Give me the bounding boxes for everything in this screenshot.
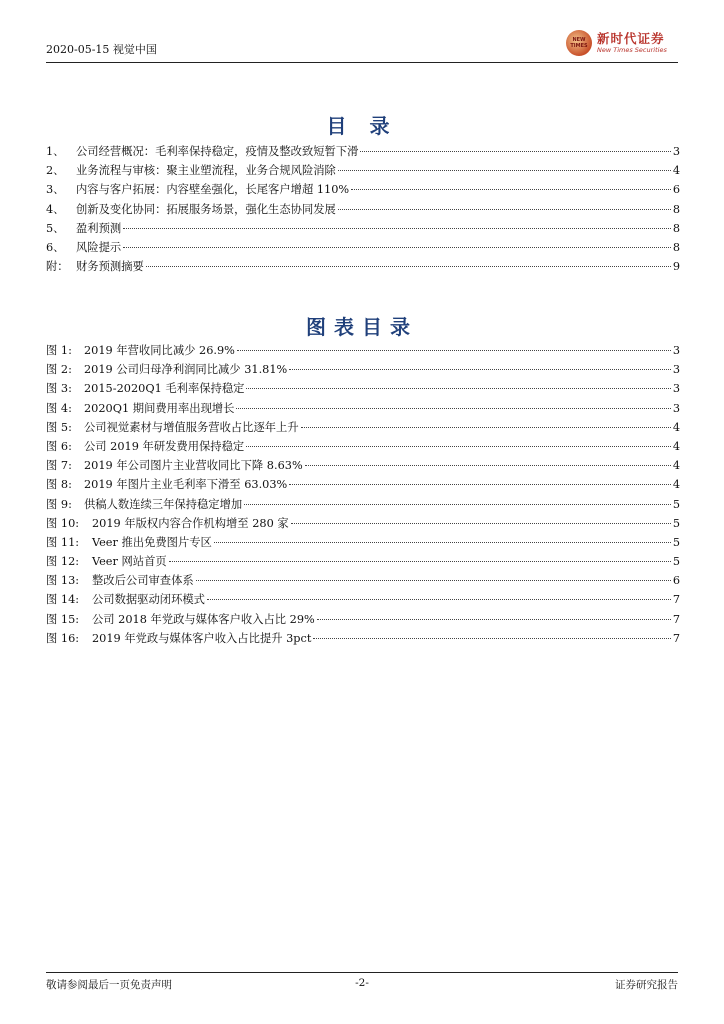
figure-entry[interactable] (46, 515, 680, 534)
figure-number: 图 1: (46, 344, 72, 357)
figure-page-number: 4 (672, 478, 680, 492)
figure-entry[interactable] (46, 476, 680, 495)
dot-leader (196, 580, 671, 581)
figure-page-number: 7 (672, 593, 680, 607)
toc-list (46, 143, 680, 277)
figure-label: 2015-2020Q1 毛利率保持稳定 (84, 382, 245, 396)
figure-label: Veer 网站首页 (92, 555, 167, 569)
figure-page-number: 3 (672, 363, 680, 377)
figure-label: 2020Q1 期间费用率出现增长 (84, 401, 235, 415)
dot-leader (351, 189, 671, 190)
dot-leader (291, 523, 671, 524)
figure-entry[interactable] (46, 496, 680, 515)
figure-page-number: 7 (672, 612, 680, 626)
toc-number: 2、 (46, 164, 65, 178)
figure-page-number: 5 (672, 555, 680, 569)
toc-number: 1、 (46, 145, 65, 158)
figure-page-number: 5 (672, 516, 680, 530)
figure-label: 公司 2019 年研发费用保持稳定 (84, 439, 245, 453)
toc-page-number: 6 (672, 183, 680, 197)
toc-entry[interactable] (46, 258, 680, 277)
toc-page-number: 8 (672, 240, 680, 254)
header-date-source: 2020-05-15 视觉中国 (46, 43, 157, 56)
figure-number: 图 14: (46, 593, 80, 607)
figure-label: 2019 年公司图片主业营收同比下降 8.63% (84, 459, 303, 473)
figure-page-number: 5 (672, 535, 680, 549)
dot-leader (146, 266, 671, 267)
dot-leader (360, 151, 670, 152)
dot-leader (317, 619, 671, 620)
dot-leader (123, 228, 671, 229)
dot-leader (236, 408, 670, 409)
footer-page-number: -2- (355, 977, 369, 989)
logo-emblem-icon (566, 30, 592, 56)
logo-chinese-name: 新时代证券 (597, 31, 665, 46)
toc-number: 6、 (46, 240, 65, 254)
toc-label: 业务流程与审核：聚主业塑流程，业务合规风险消除 (76, 164, 336, 178)
figure-number: 图 16: (46, 631, 80, 645)
dot-leader (123, 247, 671, 248)
toc-page-number: 9 (672, 260, 680, 274)
figure-number: 图 4: (46, 401, 72, 415)
toc-label: 内容与客户拓展：内容壁垒强化，长尾客户增超 110% (76, 183, 350, 197)
figure-page-number: 7 (672, 631, 680, 645)
dot-leader (301, 427, 671, 428)
figure-label: 公司 2018 年党政与媒体客户收入占比 29% (92, 612, 315, 626)
figure-label: 2019 公司归母净利润同比减少 31.81% (84, 363, 288, 377)
toc-page-number: 8 (672, 202, 680, 216)
figure-label: 2019 年党政与媒体客户收入占比提升 3pct (92, 631, 312, 645)
dot-leader (244, 504, 671, 505)
figure-entry[interactable] (46, 553, 680, 572)
toc-number: 5、 (46, 221, 65, 235)
logo-english-name: New Times Securities (597, 46, 667, 54)
figure-number: 图 5: (46, 420, 72, 434)
dot-leader (169, 561, 671, 562)
dot-leader (289, 369, 671, 370)
figures-list (46, 342, 680, 649)
toc-number: 附： (46, 260, 69, 274)
figure-page-number: 3 (672, 382, 680, 396)
dot-leader (237, 350, 671, 351)
figure-entry[interactable] (46, 380, 680, 399)
figure-label: Veer 推出免费图片专区 (92, 535, 212, 549)
toc-title: 目 录 (326, 114, 398, 138)
figure-page-number: 4 (672, 459, 680, 473)
toc-number: 3、 (46, 183, 65, 197)
figure-page-number: 6 (672, 574, 680, 588)
figure-label: 公司视觉素材与增值服务营收占比逐年上升 (84, 420, 299, 434)
dot-leader (207, 599, 671, 600)
figure-number: 图 15: (46, 612, 80, 626)
figure-label: 供稿人数连续三年保持稳定增加 (84, 497, 243, 511)
figure-page-number: 5 (672, 497, 680, 511)
figure-entry[interactable] (46, 400, 680, 419)
dot-leader (338, 209, 671, 210)
toc-label: 盈利预测 (76, 221, 122, 235)
figure-label: 2019 年图片主业毛利率下滑至 63.03% (84, 478, 288, 492)
figure-number: 图 3: (46, 382, 72, 396)
figures-title: 图表目录 (306, 315, 418, 339)
toc-entry[interactable] (46, 201, 680, 220)
figure-label: 公司数据驱动闭环模式 (92, 593, 205, 607)
figure-entry[interactable] (46, 534, 680, 553)
figure-entry[interactable] (46, 611, 680, 630)
toc-label: 风险提示 (76, 240, 122, 254)
figure-entry[interactable] (46, 438, 680, 457)
toc-label: 财务预测摘要 (76, 260, 144, 274)
figure-label: 整改后公司审查体系 (92, 574, 194, 588)
figure-entry[interactable] (46, 630, 680, 649)
figure-page-number: 3 (672, 401, 680, 415)
figure-number: 图 2: (46, 363, 72, 377)
figure-number: 图 12: (46, 555, 80, 569)
figure-entry[interactable] (46, 419, 680, 438)
figure-number: 图 7: (46, 459, 72, 473)
toc-page-number: 3 (672, 145, 680, 158)
footer-disclaimer-link[interactable]: 敬请参阅最后一页免责声明 (46, 979, 172, 991)
toc-page-number: 4 (672, 164, 680, 178)
figure-entry[interactable] (46, 342, 680, 361)
page-header (46, 28, 678, 63)
dot-leader (214, 542, 671, 543)
dot-leader (246, 388, 670, 389)
figure-number: 图 6: (46, 439, 72, 453)
figure-page-number: 3 (672, 344, 680, 357)
toc-label: 公司经营概况：毛利率保持稳定，疫情及整改致短暂下滑 (76, 145, 359, 158)
toc-entry[interactable] (46, 181, 680, 200)
toc-entry[interactable] (46, 162, 680, 181)
logo-mark-line-1: NEW (572, 37, 586, 43)
figure-page-number: 4 (672, 420, 680, 434)
brand-logo (566, 28, 678, 58)
figure-page-number: 4 (672, 439, 680, 453)
figure-entry[interactable] (46, 361, 680, 380)
page-footer (46, 972, 678, 993)
dot-leader (338, 170, 671, 171)
toc-label: 创新及变化协同：拓展服务场景，强化生态协同发展 (76, 202, 336, 216)
dot-leader (313, 638, 670, 639)
dot-leader (305, 465, 671, 466)
toc-entry[interactable] (46, 239, 680, 258)
toc-page-number: 8 (672, 221, 680, 235)
figure-label: 2019 年版权内容合作机构增至 280 家 (92, 516, 289, 530)
dot-leader (246, 446, 671, 447)
toc-entry[interactable] (46, 220, 680, 239)
toc-number: 4、 (46, 202, 65, 216)
figure-number: 图 11: (46, 535, 80, 549)
figure-entry[interactable] (46, 457, 680, 476)
logo-mark-line-2: TIMES (570, 43, 588, 49)
figure-number: 图 9: (46, 497, 72, 511)
figure-number: 图 10: (46, 516, 80, 530)
dot-leader (289, 484, 671, 485)
figure-number: 图 13: (46, 574, 80, 588)
figure-number: 图 8: (46, 478, 72, 492)
figure-label: 2019 年营收同比减少 26.9% (84, 344, 235, 357)
toc-entry[interactable] (46, 143, 680, 162)
footer-report-type: 证券研究报告 (615, 979, 678, 991)
figure-entry[interactable] (46, 591, 680, 610)
figure-entry[interactable] (46, 572, 680, 591)
